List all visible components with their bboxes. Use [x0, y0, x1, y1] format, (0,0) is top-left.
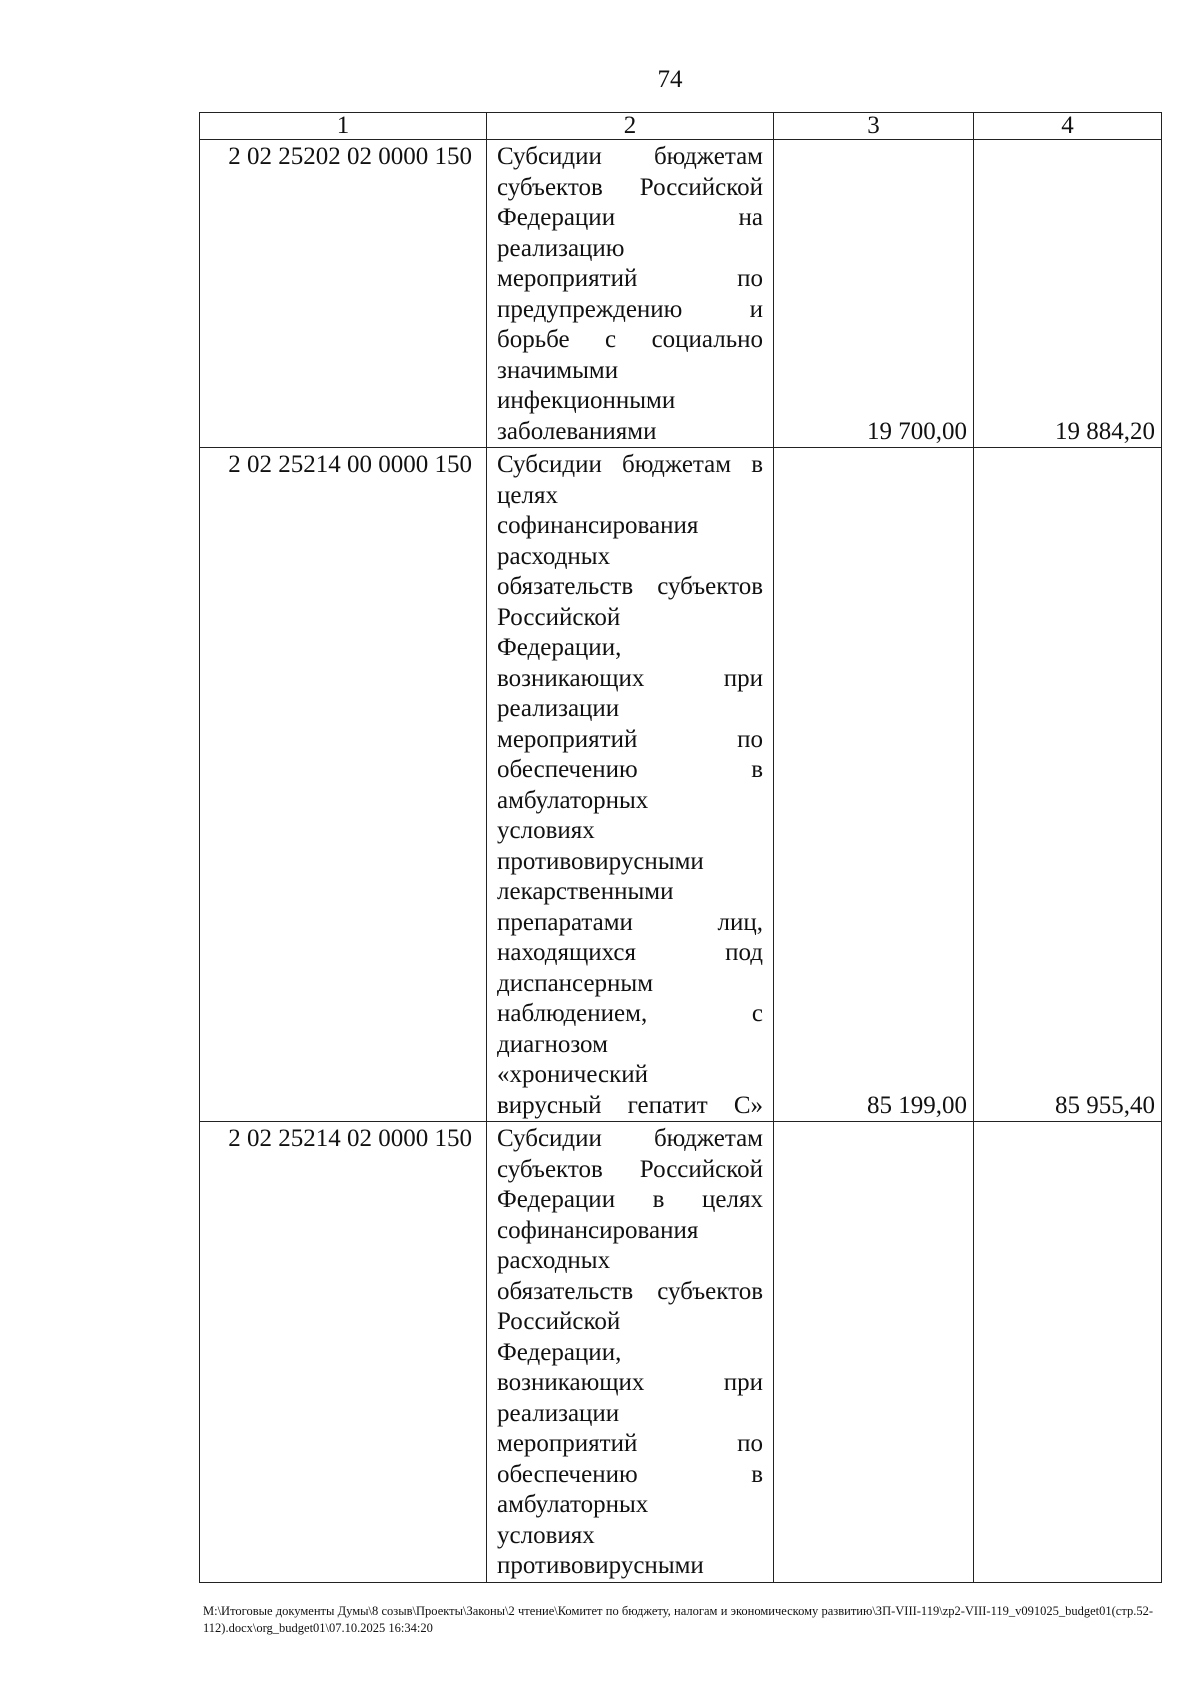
description-line: инфекционными	[497, 387, 676, 414]
description-line: Федерации,	[497, 634, 622, 661]
description-line: реализации	[497, 695, 620, 722]
header-cell-3: 3	[774, 113, 974, 140]
table-body	[200, 140, 1162, 1583]
description-line: обеспечению в	[497, 756, 763, 783]
description-line: Субсидии бюджетам	[497, 1125, 763, 1152]
description-line: борьбе с социально	[497, 326, 763, 353]
description-line: «хронический	[497, 1061, 649, 1088]
description-line: вирусный гепатит С»	[497, 1091, 763, 1119]
description-line: диагнозом	[497, 1030, 608, 1058]
description-line: возникающих при	[497, 664, 763, 692]
description-line: Субсидии бюджетам в	[497, 451, 763, 478]
description-line: предупреждению и	[497, 295, 763, 323]
description-line: софинансирования	[497, 1216, 699, 1244]
description-line: амбулаторных	[497, 1491, 649, 1518]
description-line: Субсидии бюджетам	[497, 143, 763, 170]
description-line: наблюдением, с	[497, 1000, 763, 1027]
header-cell-4: 4	[974, 113, 1162, 140]
row-value-col3: 85 199,00	[774, 448, 974, 1122]
description-line: противовирусными	[497, 1552, 704, 1579]
table-row	[200, 448, 1162, 1122]
description-line: заболеваниями	[497, 417, 657, 445]
footer-file-path: М:\Итоговые документы Думы\8 созыв\Проекты\Законы\2 чтение\Комитет по бюджету, налогам и экономическому развитию\ЗП-VIII-119\zp2-VIII-119_v091025_budget01(стр.52-112).docx\org_budget01\07.10.2025 16:34:20	[203, 1604, 1153, 1635]
description-line: лекарственными	[497, 878, 674, 905]
description-line: амбулаторных	[497, 786, 649, 814]
description-line: Федерации,	[497, 1338, 622, 1366]
row-code: 2 02 25202 02 0000 150	[200, 140, 487, 448]
description-line: субъектов Российской	[497, 173, 763, 201]
description-line: мероприятий по	[497, 725, 763, 753]
page-number: 74	[657, 66, 683, 93]
description-line: Федерации на	[497, 204, 763, 231]
table-row	[200, 1122, 1162, 1583]
description-line: мероприятий по	[497, 265, 763, 292]
header-row	[200, 113, 1162, 140]
description-line: реализации	[497, 1399, 620, 1427]
description-line: расходных	[497, 1247, 611, 1274]
table-row	[200, 140, 1162, 448]
row-description	[487, 140, 774, 448]
description-line: условиях	[497, 817, 595, 844]
row-value-col4	[974, 1122, 1162, 1583]
description-line: софинансирования	[497, 512, 699, 539]
description-line: диспансерным	[497, 969, 654, 997]
description-line: Федерации в целях	[497, 1186, 763, 1213]
description-line: Российской	[497, 1308, 621, 1335]
row-description	[487, 1122, 774, 1583]
description-line: противовирусными	[497, 847, 704, 875]
description-line: обязательств субъектов	[497, 1277, 763, 1305]
row-code: 2 02 25214 00 0000 150	[200, 448, 487, 1122]
description-line: мероприятий по	[497, 1430, 763, 1457]
description-line: условиях	[497, 1521, 595, 1549]
description-line: обязательств субъектов	[497, 573, 763, 600]
description-line: расходных	[497, 542, 611, 570]
description-line: находящихся под	[497, 939, 763, 966]
row-value-col4: 19 884,20	[974, 140, 1162, 448]
description-line: субъектов Российской	[497, 1155, 763, 1183]
description-line: возникающих при	[497, 1369, 763, 1396]
description-line: обеспечению в	[497, 1460, 763, 1488]
row-value-col4: 85 955,40	[974, 448, 1162, 1122]
description-line: реализацию	[497, 234, 625, 262]
row-value-col3: 19 700,00	[774, 140, 974, 448]
budget-table	[199, 112, 1162, 1583]
row-code: 2 02 25214 02 0000 150	[200, 1122, 487, 1583]
description-line: Российской	[497, 603, 621, 631]
description-line: целях	[497, 481, 558, 509]
row-value-col3	[774, 1122, 974, 1583]
header-cell-2: 2	[487, 113, 774, 140]
description-line: значимыми	[497, 356, 619, 384]
description-line: препаратами лиц,	[497, 908, 763, 936]
row-description	[487, 448, 774, 1122]
header-cell-1: 1	[200, 113, 487, 140]
